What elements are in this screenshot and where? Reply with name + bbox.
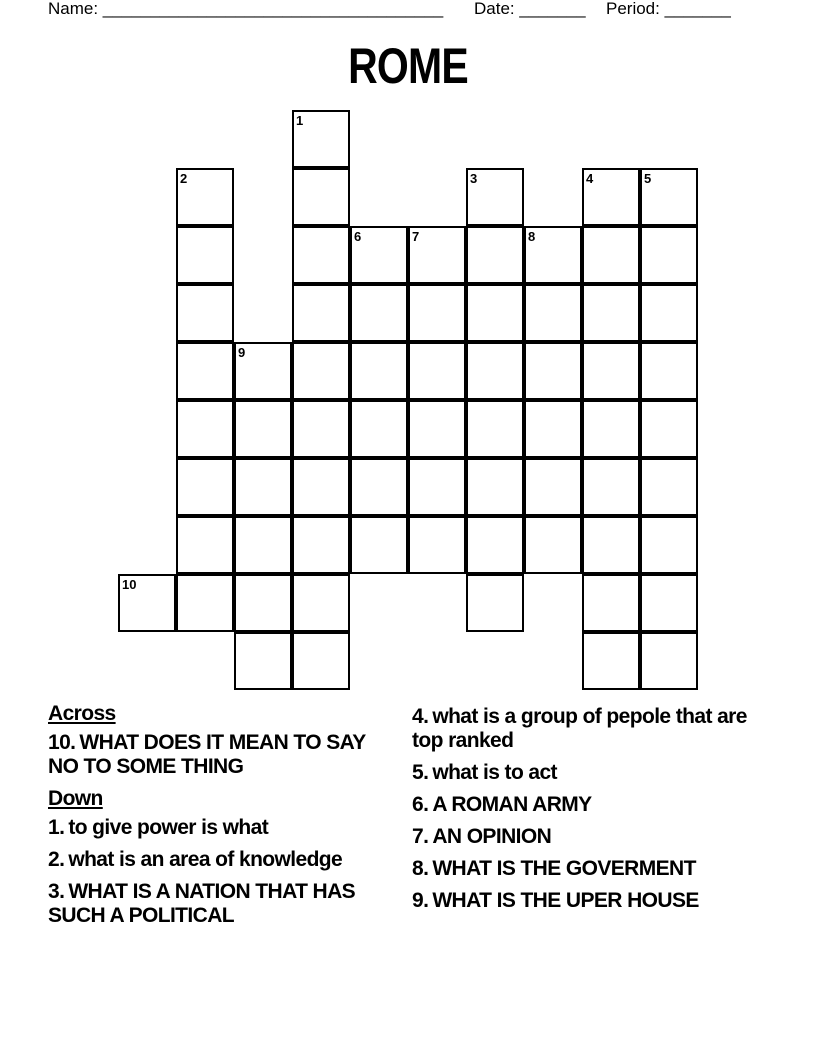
grid-cell[interactable] [466, 458, 524, 516]
clue-down-3 [48, 880, 398, 928]
grid-cell[interactable] [640, 458, 698, 516]
clue-text: WHAT DOES IT MEAN TO SAY NO TO SOME THING [48, 731, 366, 778]
grid-cell[interactable] [292, 342, 350, 400]
cell-number: 7 [412, 229, 420, 244]
clue-down-4 [412, 705, 772, 753]
clue-text: to give power is what [68, 816, 269, 839]
clue-text: what is a group of pepole that are top ranked [412, 705, 747, 752]
grid-cell[interactable] [350, 458, 408, 516]
grid-cell[interactable] [466, 168, 524, 226]
grid-cell[interactable] [176, 226, 234, 284]
grid-cell[interactable] [292, 632, 350, 690]
grid-cell[interactable] [466, 226, 524, 284]
clue-text: WHAT IS THE UPER HOUSE [432, 889, 699, 912]
grid-cell[interactable] [582, 342, 640, 400]
clue-down-2 [48, 848, 398, 872]
grid-cell[interactable] [234, 342, 292, 400]
clue-number: 8. [412, 857, 429, 880]
grid-cell[interactable] [466, 516, 524, 574]
grid-cell[interactable] [176, 168, 234, 226]
grid-cell[interactable] [524, 458, 582, 516]
clue-text: what is to act [432, 761, 557, 784]
grid-cell[interactable] [350, 284, 408, 342]
clue-text: WHAT IS A NATION THAT HAS SUCH A POLITICAL [48, 880, 356, 927]
grid-cell[interactable] [234, 516, 292, 574]
grid-cell[interactable] [408, 226, 466, 284]
grid-cell[interactable] [176, 284, 234, 342]
clue-text: AN OPINION [432, 825, 552, 848]
clue-number: 1. [48, 816, 65, 839]
clue-across-10 [48, 731, 398, 779]
cell-number: 5 [644, 171, 652, 186]
grid-cell[interactable] [292, 284, 350, 342]
grid-cell[interactable] [292, 574, 350, 632]
clues-column-right [412, 700, 772, 921]
clue-number: 5. [412, 761, 429, 784]
grid-cell[interactable] [350, 342, 408, 400]
worksheet-header [48, 0, 768, 22]
grid-cell[interactable] [466, 400, 524, 458]
cell-number: 6 [354, 229, 362, 244]
clue-down-7 [412, 825, 772, 849]
clue-down-9 [412, 889, 772, 913]
date-field[interactable]: Date: _______ [474, 0, 586, 18]
cell-number: 10 [122, 577, 137, 592]
clue-down-6 [412, 793, 772, 817]
cell-number: 3 [470, 171, 478, 186]
across-heading: Across [48, 702, 116, 725]
grid-cell[interactable] [408, 342, 466, 400]
grid-cell[interactable] [640, 226, 698, 284]
clue-number: 10. [48, 731, 76, 754]
grid-cell[interactable] [640, 342, 698, 400]
grid-cell[interactable] [234, 458, 292, 516]
cell-number: 2 [180, 171, 188, 186]
grid-cell[interactable] [408, 458, 466, 516]
grid-cell[interactable] [176, 574, 234, 632]
cell-number: 8 [528, 229, 536, 244]
clues-column-left [48, 700, 398, 936]
cell-number: 1 [296, 113, 304, 128]
grid-cell[interactable] [234, 632, 292, 690]
grid-cell[interactable] [640, 574, 698, 632]
grid-cell[interactable] [408, 400, 466, 458]
clue-text: what is an area of knowledge [68, 848, 343, 871]
grid-cell[interactable] [292, 516, 350, 574]
cell-number: 4 [586, 171, 594, 186]
grid-cell[interactable] [524, 226, 582, 284]
clue-number: 7. [412, 825, 429, 848]
grid-cell[interactable] [292, 110, 350, 168]
grid-cell[interactable] [640, 284, 698, 342]
grid-cell[interactable] [234, 574, 292, 632]
clue-text: A ROMAN ARMY [432, 793, 592, 816]
grid-cell[interactable] [408, 516, 466, 574]
puzzle-title: ROME [348, 38, 468, 94]
grid-cell[interactable] [582, 574, 640, 632]
clue-down-8 [412, 857, 772, 881]
grid-cell[interactable] [118, 574, 176, 632]
clue-number: 9. [412, 889, 429, 912]
grid-cell[interactable] [408, 284, 466, 342]
grid-cell[interactable] [176, 342, 234, 400]
grid-cell[interactable] [466, 574, 524, 632]
grid-cell[interactable] [176, 400, 234, 458]
grid-cell[interactable] [466, 342, 524, 400]
grid-cell[interactable] [640, 632, 698, 690]
grid-cell[interactable] [582, 632, 640, 690]
grid-cell[interactable] [292, 226, 350, 284]
grid-cell[interactable] [524, 284, 582, 342]
grid-cell[interactable] [582, 284, 640, 342]
grid-cell[interactable] [582, 168, 640, 226]
cell-number: 9 [238, 345, 246, 360]
grid-cell[interactable] [640, 400, 698, 458]
clue-number: 6. [412, 793, 429, 816]
grid-cell[interactable] [292, 400, 350, 458]
clue-text: WHAT IS THE GOVERMENT [432, 857, 696, 880]
period-field[interactable]: Period: _______ [606, 0, 731, 18]
down-heading: Down [48, 787, 103, 810]
grid-cell[interactable] [466, 284, 524, 342]
grid-cell[interactable] [582, 516, 640, 574]
grid-cell[interactable] [234, 400, 292, 458]
grid-cell[interactable] [524, 342, 582, 400]
grid-cell[interactable] [176, 516, 234, 574]
grid-cell[interactable] [350, 516, 408, 574]
grid-cell[interactable] [524, 400, 582, 458]
grid-cell[interactable] [582, 458, 640, 516]
clue-down-1 [48, 816, 398, 840]
clue-number: 2. [48, 848, 65, 871]
clue-number: 3. [48, 880, 65, 903]
grid-cell[interactable] [640, 168, 698, 226]
grid-cell[interactable] [640, 516, 698, 574]
grid-cell[interactable] [582, 400, 640, 458]
grid-cell[interactable] [524, 516, 582, 574]
grid-cell[interactable] [350, 400, 408, 458]
grid-cell[interactable] [292, 458, 350, 516]
clue-down-5 [412, 761, 772, 785]
grid-cell[interactable] [292, 168, 350, 226]
grid-cell[interactable] [176, 458, 234, 516]
name-field[interactable]: Name: ____________________________________ [48, 0, 444, 18]
grid-cell[interactable] [350, 226, 408, 284]
clue-number: 4. [412, 705, 429, 728]
grid-cell[interactable] [582, 226, 640, 284]
